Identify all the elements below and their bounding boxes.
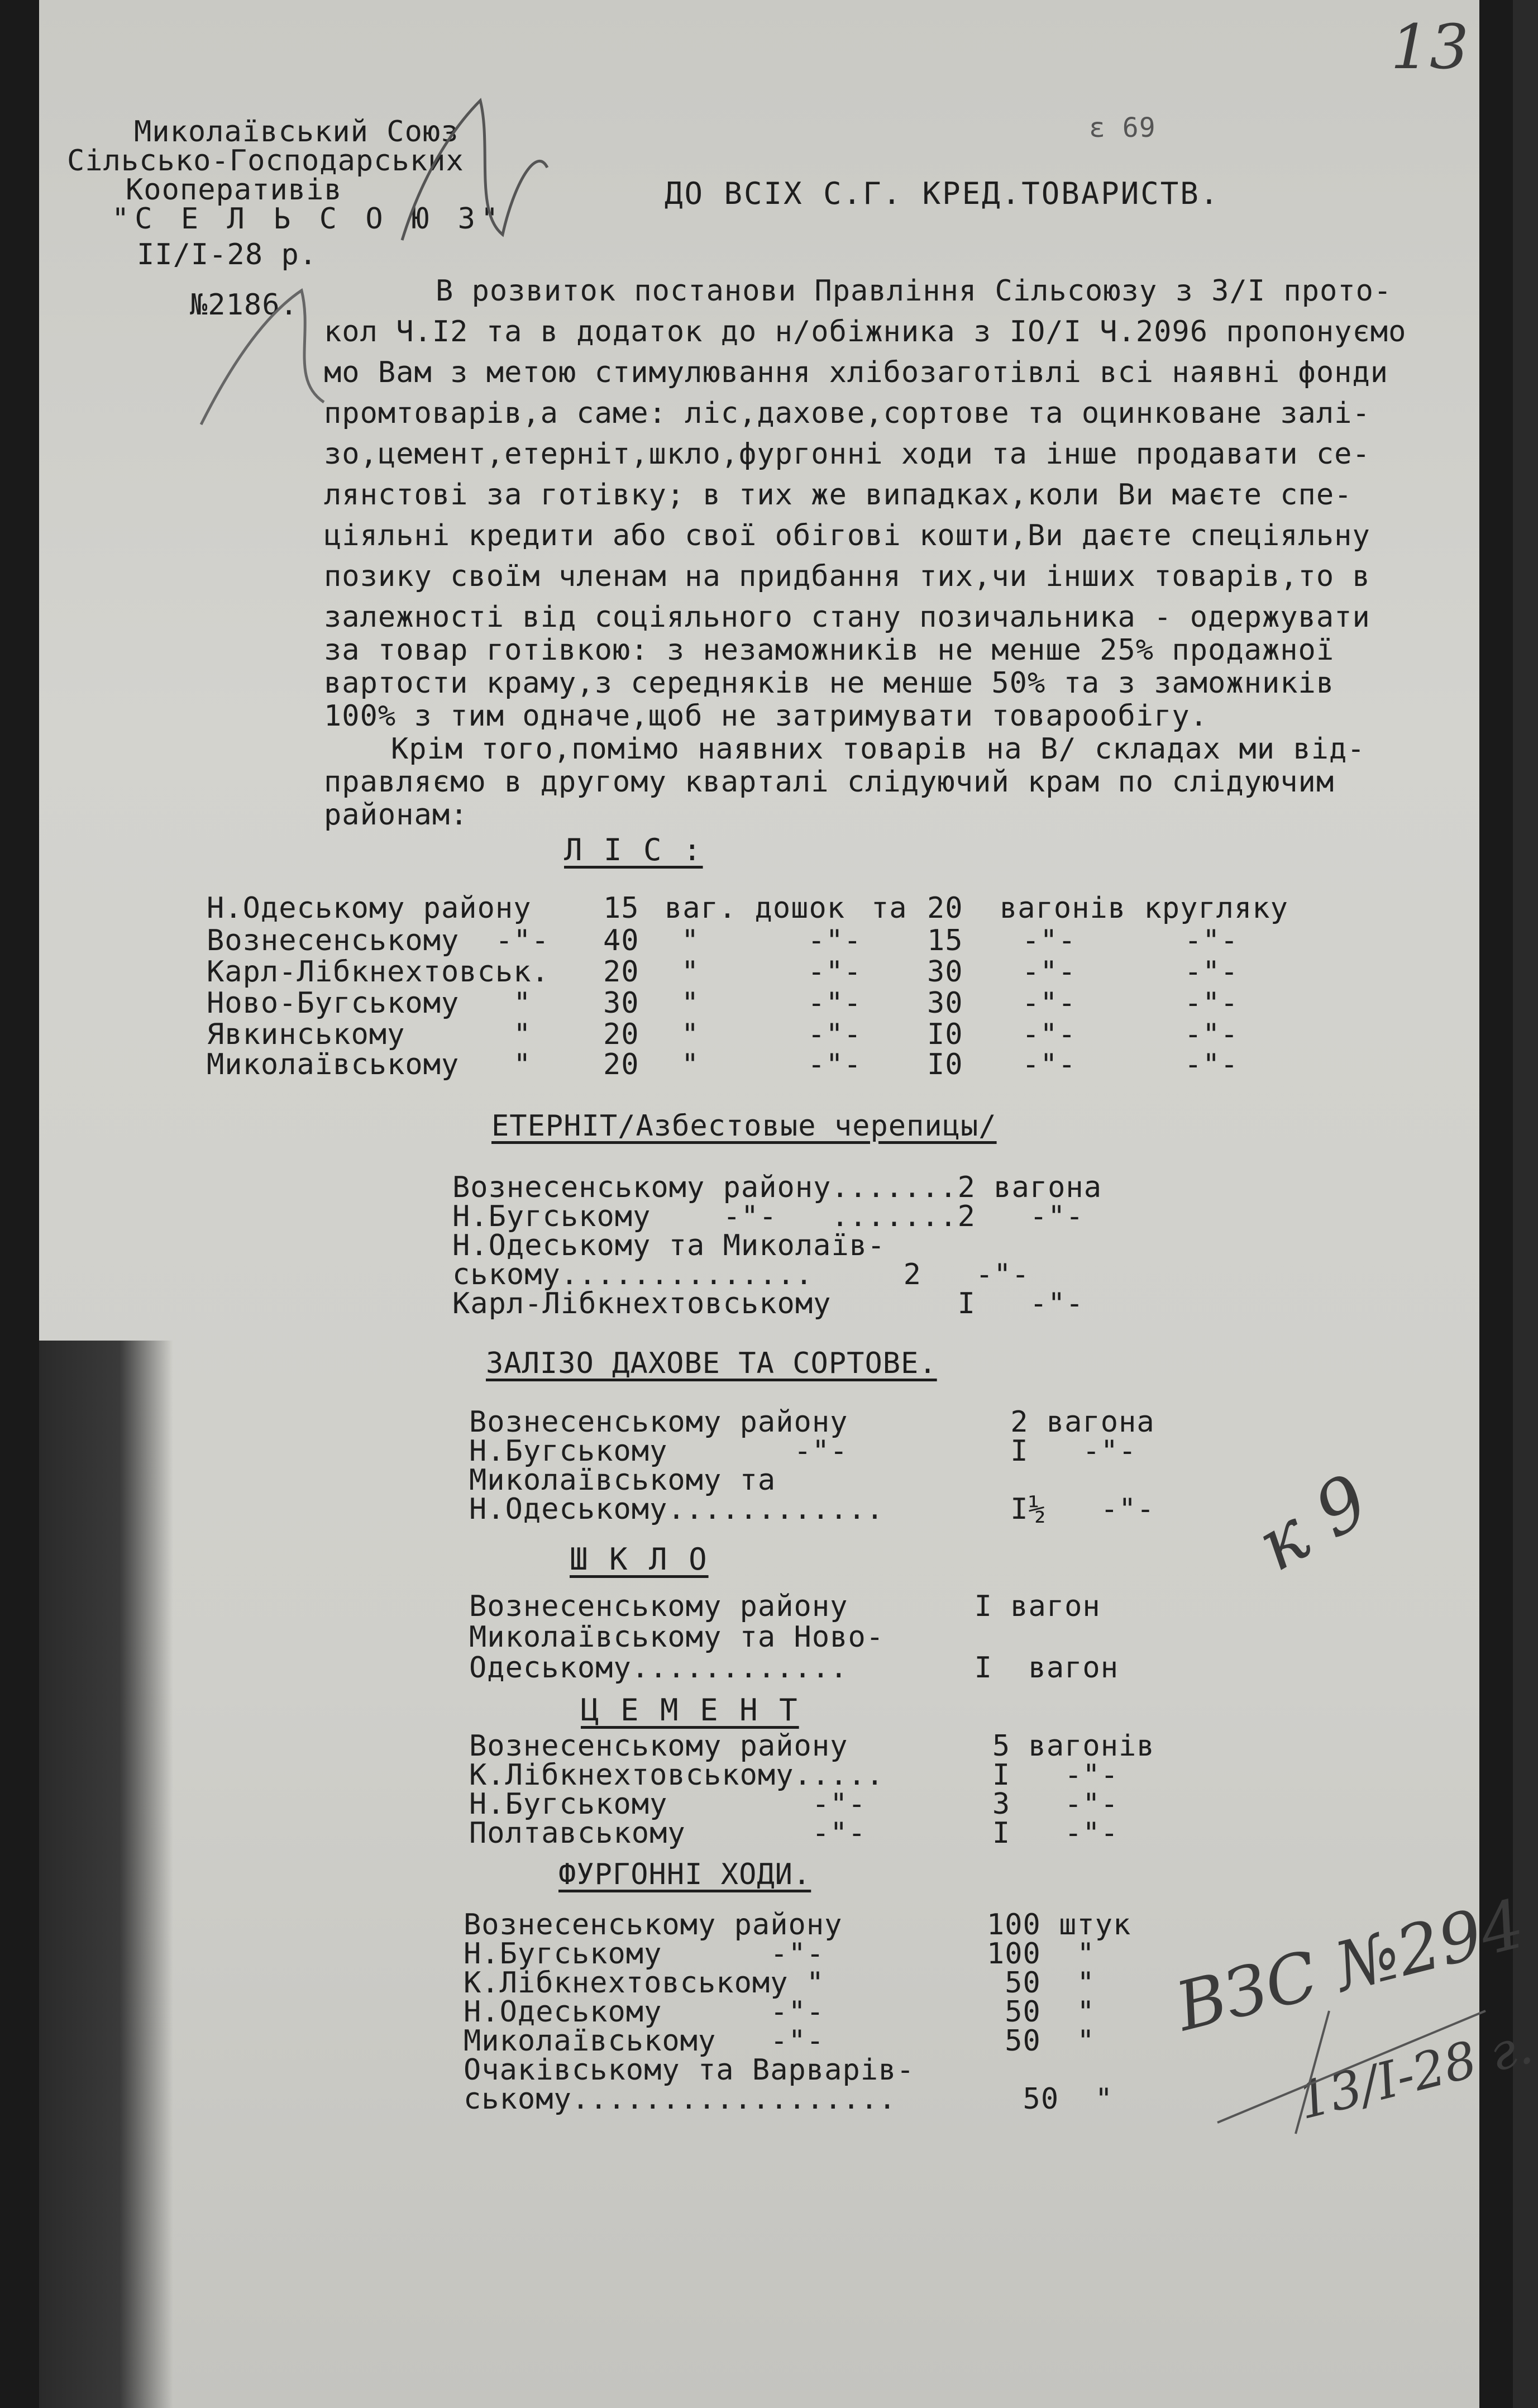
iron-row: Н.Одеському............ I½ -"- [469, 1493, 1155, 1526]
handwritten-side-note: к 9 [1243, 1457, 1383, 1588]
les-district: Карл-Лібкнехтовськ. [207, 955, 550, 989]
sender-line-3: Кооперативів [126, 173, 342, 207]
top-mark: ε 69 [1089, 112, 1156, 144]
iron-row: Н.Бугському -"- I -"- [469, 1434, 1137, 1468]
les-district: Явкинському " [207, 1018, 532, 1051]
wagons-row: К.Лібкнехтовському " 50 " [464, 1966, 1095, 2000]
body-line: ціяльні кредити або свої обігові кошти,Ви даєте спеціяльну [324, 519, 1370, 552]
les-district: Ново-Бугському " [207, 986, 532, 1020]
section-heading-glass: Ш К Л О [570, 1542, 709, 1577]
body-line: мо Вам з метою стимулювання хлібозаготівлі всі наявні фонди [324, 356, 1389, 389]
wagons-row: Н.Бугському -"- 100 " [464, 1937, 1095, 1971]
wagons-row: Миколаївському -"- 50 " [464, 2024, 1095, 2058]
eternit-row: Карл-Лібкнехтовському I -"- [452, 1287, 1084, 1320]
les-logs-label: вагонів кругляку [1000, 891, 1288, 925]
archive-page-number: 13 [1391, 11, 1469, 83]
eternit-row: Н.Бугському -"- .......2 -"- [452, 1200, 1084, 1233]
body-line: позику своїм членам на придбання тих,чи інших товарів,то в [324, 560, 1370, 593]
les-logs-count: 30 [927, 986, 963, 1020]
cement-row: Полтавському -"- I -"- [469, 1816, 1119, 1850]
registration-underline [1217, 2011, 1486, 2123]
les-logs-count: 15 [927, 924, 963, 957]
body-line: 100% з тим одначе,щоб не затримувати товарообігу. [324, 699, 1209, 733]
iron-row: Вознесенському району 2 вагона [469, 1405, 1155, 1439]
iron-row: Миколаївському та [469, 1463, 776, 1497]
addressee: ДО ВСІХ С.Г. КРЕД.ТОВАРИСТВ. [665, 176, 1220, 211]
les-logs-label: -"- -"- [1022, 1018, 1239, 1051]
registration-divider [1296, 2011, 1329, 2134]
margin-scribble [201, 290, 324, 425]
body-line: залежності від соціяльного стану позичальника - одержувати [324, 600, 1370, 634]
les-district: Н.Одеському району [207, 891, 532, 925]
signature-stroke [402, 101, 547, 240]
cement-row: К.Лібкнехтовському..... I -"- [469, 1758, 1119, 1792]
body-line: правляємо в другому кварталі слідуючий крам по слідуючим [324, 765, 1335, 799]
les-district: Миколаївському " [207, 1048, 532, 1081]
sender-line-4: "С Е Л Ь С О Ю З" [112, 202, 504, 236]
les-boards-count: 20 [603, 1048, 639, 1081]
les-logs-count: I0 [927, 1018, 963, 1051]
sender-line-1: Миколаївський Союз [134, 115, 459, 149]
body-line: В розвиток постанови Правління Сільсоюзу з 3/І прото- [436, 274, 1392, 308]
les-logs-label: -"- -"- [1022, 1048, 1239, 1081]
les-logs-count: I0 [927, 1048, 963, 1081]
body-line: кол Ч.І2 та в додаток до н/обіжника з ІО/І Ч.2096 пропонуємо [324, 315, 1407, 349]
les-district: Вознесенському -"- [207, 924, 550, 957]
les-boards-count: 30 [603, 986, 639, 1020]
sender-line-2: Сільсько-Господарських [67, 144, 464, 178]
letter-number: №2186. [190, 288, 298, 322]
les-boards-label: " -"- [681, 1048, 862, 1081]
section-heading-iron: ЗАЛІЗО ДАХОВЕ ТА СОРТОВЕ. [486, 1347, 937, 1380]
les-boards-label: " -"- [681, 955, 862, 989]
handwritten-registration-number: ВЗС №294 [1168, 1885, 1532, 2047]
eternit-row: Н.Одеському та Миколаїв- [452, 1229, 886, 1262]
les-mid: та [871, 891, 907, 925]
cement-row: Вознесенському району 5 вагонів [469, 1729, 1155, 1763]
handwritten-registration-date: 13/I-28 г. [1292, 2016, 1538, 2132]
body-line: районам: [324, 798, 469, 832]
section-heading-wagons: ФУРГОННІ ХОДИ. [558, 1858, 811, 1891]
section-heading-cement: Ц Е М Е Н Т [581, 1692, 799, 1728]
les-logs-label: -"- -"- [1022, 986, 1239, 1020]
les-boards-count: 20 [603, 955, 639, 989]
glass-row: Одеському............ I вагон [469, 1651, 1119, 1685]
section-heading-eternit: ЕТЕРНІТ/Азбестовые черепицы/ [491, 1109, 997, 1143]
wagons-row: Вознесенському району 100 штук [464, 1908, 1131, 1942]
les-boards-count: 15 [603, 891, 639, 925]
les-boards-label: " -"- [681, 1018, 862, 1051]
les-boards-label: ваг. дошок [665, 891, 846, 925]
section-heading-les: Л І С : [564, 832, 703, 867]
eternit-row: Вознесенському району.......2 вагона [452, 1171, 1102, 1204]
wagons-row: Н.Одеському -"- 50 " [464, 1995, 1095, 2029]
body-line: Крім того,помімо наявних товарів на В/ складах ми від- [391, 732, 1365, 766]
eternit-row: ському.............. 2 -"- [452, 1258, 1030, 1291]
glass-row: Вознесенському району I вагон [469, 1590, 1101, 1623]
body-line: лянстові за готівку; в тих же випадках,коли Ви маєте спе- [324, 478, 1353, 512]
les-boards-label: " -"- [681, 924, 862, 957]
body-line: за товар готівкою: з незаможників не менше 25% продажної [324, 633, 1335, 667]
les-boards-label: " -"- [681, 986, 862, 1020]
cement-row: Н.Бугському -"- 3 -"- [469, 1787, 1119, 1821]
body-line: промтоварів,а саме: ліс,дахове,сортове та оцинковане залі- [324, 397, 1370, 430]
body-line: зо,цемент,етерніт,шкло,фургонні ходи та інше продавати се- [324, 437, 1370, 471]
les-boards-count: 40 [603, 924, 639, 957]
glass-row: Миколаївському та Ново- [469, 1620, 885, 1654]
les-logs-count: 30 [927, 955, 963, 989]
letter-date: II/I-28 р. [137, 238, 318, 271]
les-logs-count: 20 [927, 891, 963, 925]
body-line: вартости краму,з середняків не менше 50% та з заможників [324, 666, 1335, 700]
wagons-row: ському.................. 50 " [464, 2082, 1114, 2116]
les-boards-count: 20 [603, 1018, 639, 1051]
les-logs-label: -"- -"- [1022, 924, 1239, 957]
wagons-row: Очаківському та Варварів- [464, 2053, 915, 2087]
les-logs-label: -"- -"- [1022, 955, 1239, 989]
